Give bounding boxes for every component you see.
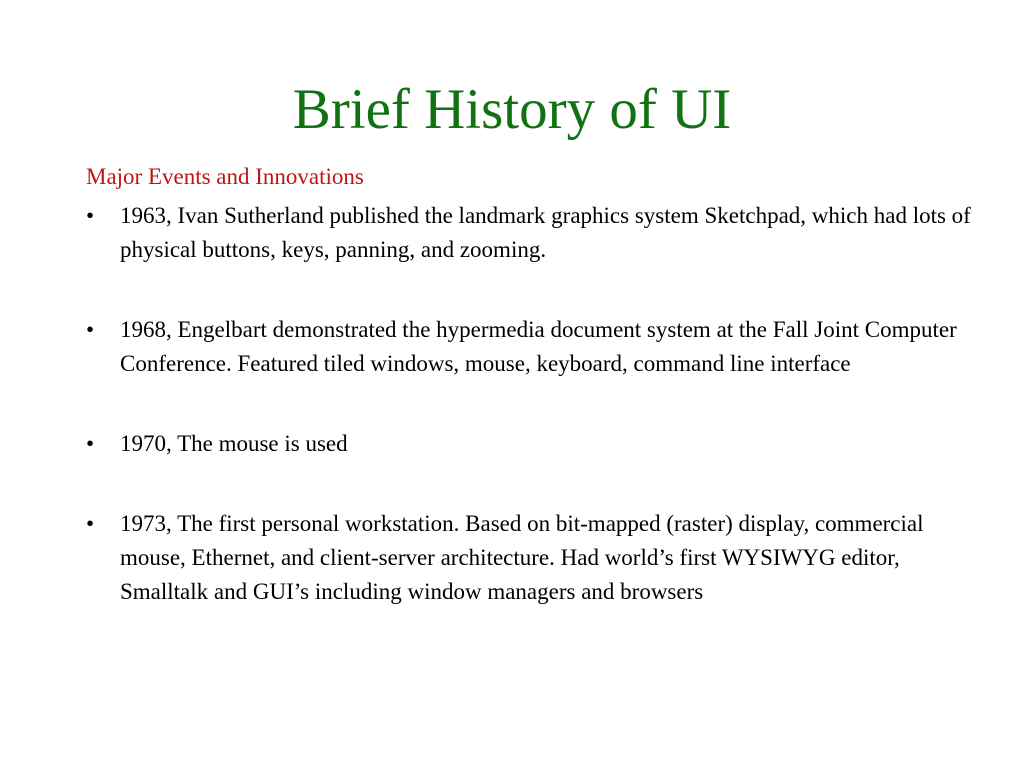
bullet-text: 1970, The mouse is used xyxy=(120,431,348,456)
bullet-icon: • xyxy=(86,203,95,228)
bullet-icon: • xyxy=(86,511,95,536)
bullet-icon: • xyxy=(86,431,95,456)
slide-subtitle: Major Events and Innovations xyxy=(86,164,364,189)
list-item xyxy=(86,427,986,461)
bullet-icon: • xyxy=(86,317,95,342)
list-item xyxy=(86,313,986,381)
list-item xyxy=(86,199,986,267)
list-item xyxy=(86,507,986,609)
bullet-text: 1968, Engelbart demonstrated the hypermedia document system at the Fall Joint Computer Conference. Featured tiled windows, mouse, keyboard, command line interface xyxy=(120,317,957,376)
bullet-list xyxy=(86,199,986,609)
bullet-text: 1963, Ivan Sutherland published the landmark graphics system Sketchpad, which had lots of physical buttons, keys, panning, and zooming. xyxy=(120,203,971,262)
slide-title: Brief History of UI xyxy=(292,78,732,141)
bullet-text: 1973, The first personal workstation. Based on bit-mapped (raster) display, commercial mouse, Ethernet, and client-server architecture. Had world’s first WYSIWYG editor, Smalltalk and GUI’s including window managers and browsers xyxy=(120,511,924,604)
